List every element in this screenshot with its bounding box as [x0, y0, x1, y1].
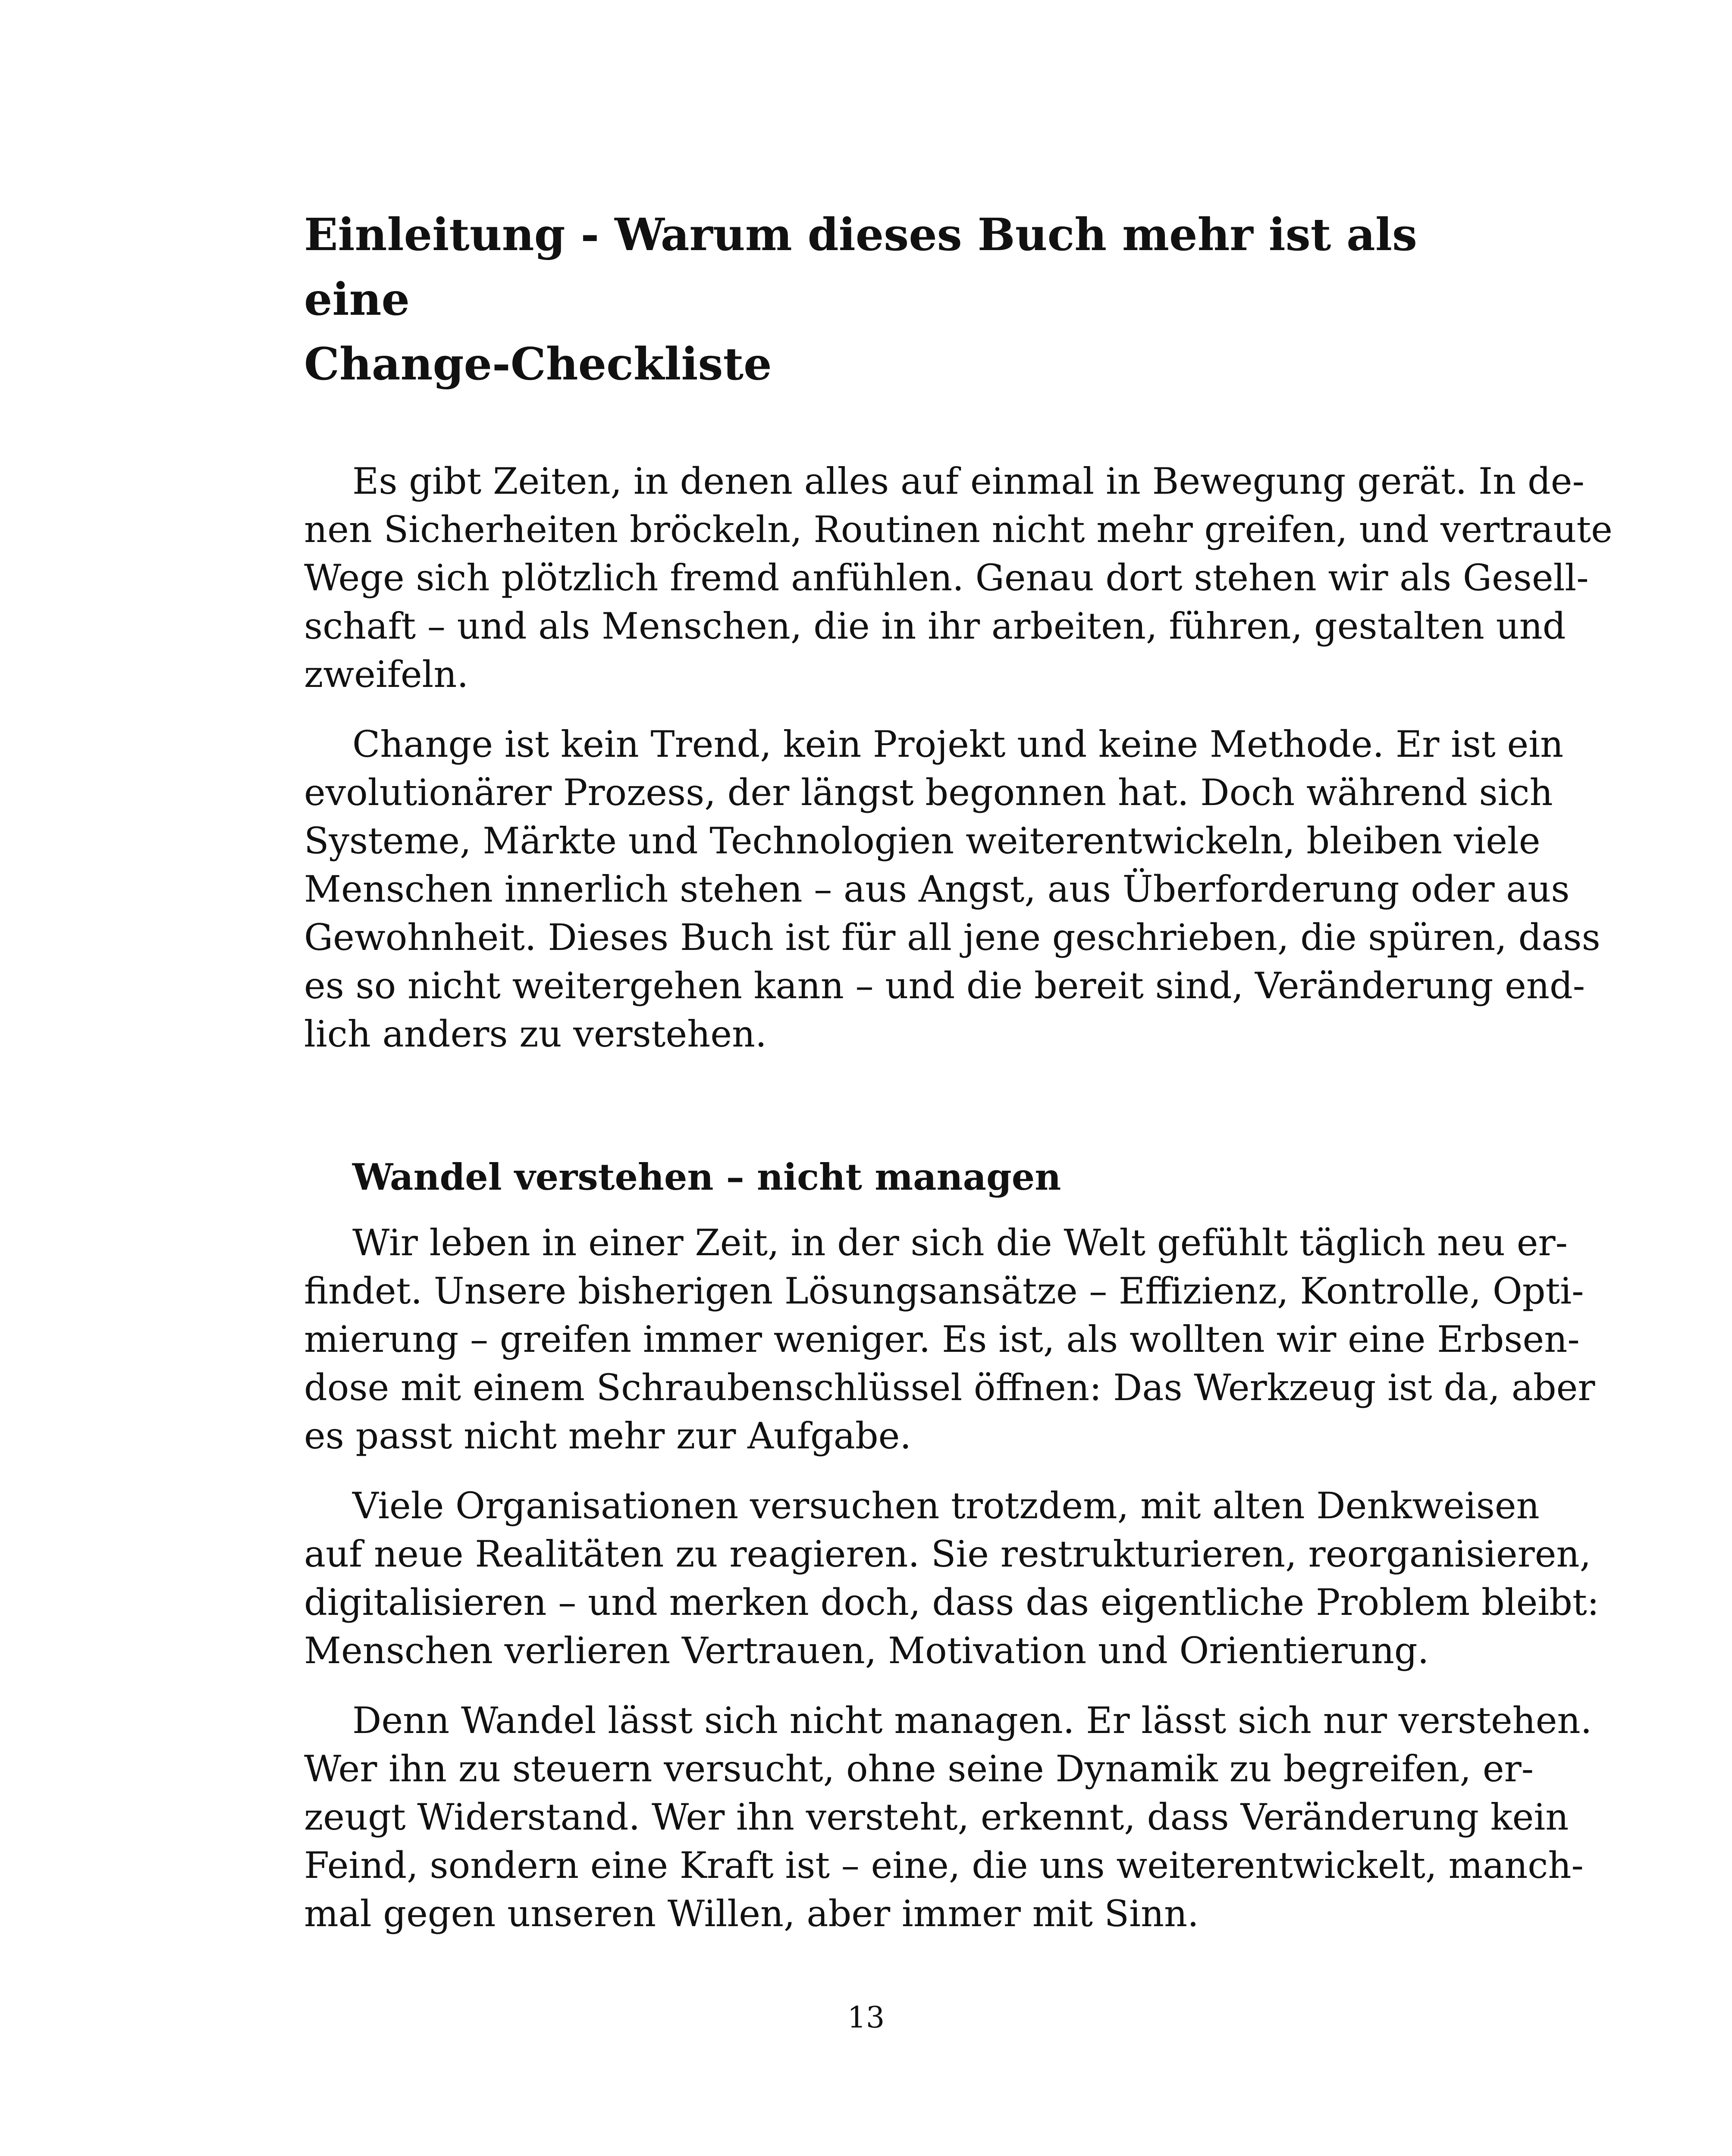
page-content	[304, 203, 1613, 1959]
text-line: Change ist kein Trend, kein Projekt und keine Methode. Er ist ein	[352, 723, 1564, 765]
text-line: Denn Wandel lässt sich nicht managen. Er lässt sich nur verstehen.	[352, 1699, 1592, 1742]
text-line: Viele Organisationen versuchen trotzdem, mit alten Denkweisen	[352, 1485, 1540, 1527]
text-line: lich anders zu verstehen.	[304, 1013, 767, 1055]
text-line: zeugt Widerstand. Wer ihn versteht, erkennt, dass Veränderung kein	[304, 1796, 1569, 1838]
section-body	[304, 1219, 1599, 1938]
text-line: Feind, sondern eine Kraft ist – eine, die uns weiterentwickelt, manch-	[304, 1844, 1584, 1887]
chapter-title-line-2: Change-Checkliste	[304, 338, 772, 390]
text-line: auf neue Realitäten zu reagieren. Sie restrukturieren, reorganisieren,	[304, 1533, 1591, 1575]
text-line: mal gegen unseren Willen, aber immer mit Sinn.	[304, 1893, 1199, 1935]
text-line: nen Sicherheiten bröckeln, Routinen nicht mehr greifen, und vertraute	[304, 508, 1613, 551]
section-heading: Wandel verstehen – nicht managen	[352, 1156, 1061, 1198]
text-line: Gewohnheit. Dieses Buch ist für all jene geschrieben, die spüren, dass	[304, 916, 1600, 959]
intro-paragraph-1	[304, 457, 1613, 699]
text-line: findet. Unsere bisherigen Lösungsansätze – Effizienz, Kontrolle, Opti-	[304, 1270, 1584, 1312]
section-paragraph-1	[304, 1219, 1595, 1460]
chapter-title	[304, 203, 1516, 397]
text-line: dose mit einem Schraubenschlüssel öffnen: Das Werkzeug ist da, aber	[304, 1366, 1595, 1409]
text-line: Wege sich plötzlich fremd anfühlen. Genau dort stehen wir als Gesell-	[304, 557, 1589, 599]
text-line: es so nicht weitergehen kann – und die bereit sind, Veränderung end-	[304, 965, 1585, 1007]
intro-paragraph-2	[304, 720, 1600, 1058]
section-paragraph-3	[304, 1696, 1592, 1938]
page-number: 13	[847, 2001, 885, 2035]
text-line: Menschen verlieren Vertrauen, Motivation und Orientierung.	[304, 1630, 1429, 1672]
intro-section	[304, 457, 1613, 1058]
text-line: evolutionärer Prozess, der längst begonnen hat. Doch während sich	[304, 771, 1553, 814]
text-line: zweifeln.	[304, 653, 469, 696]
section-paragraph-2	[304, 1482, 1599, 1675]
text-line: Es gibt Zeiten, in denen alles auf einmal in Bewegung gerät. In de-	[352, 460, 1585, 502]
text-line: schaft – und als Menschen, die in ihr arbeiten, führen, gestalten und	[304, 605, 1566, 647]
text-line: Wer ihn zu steuern versucht, ohne seine Dynamik zu begreifen, er-	[304, 1748, 1534, 1790]
text-line: mierung – greifen immer weniger. Es ist, als wollten wir eine Erbsen-	[304, 1318, 1580, 1360]
chapter-title-line-1: Einleitung - Warum dieses Buch mehr ist als eine	[304, 209, 1417, 326]
text-line: Wir leben in einer Zeit, in der sich die Welt gefühlt täglich neu er-	[352, 1222, 1568, 1264]
text-line: Menschen innerlich stehen – aus Angst, aus Überforderung oder aus	[304, 868, 1570, 910]
text-line: es passt nicht mehr zur Aufgabe.	[304, 1415, 912, 1457]
text-line: Systeme, Märkte und Technologien weiterentwickeln, bleiben viele	[304, 820, 1541, 862]
text-line: digitalisieren – und merken doch, dass das eigentliche Problem bleibt:	[304, 1581, 1599, 1623]
